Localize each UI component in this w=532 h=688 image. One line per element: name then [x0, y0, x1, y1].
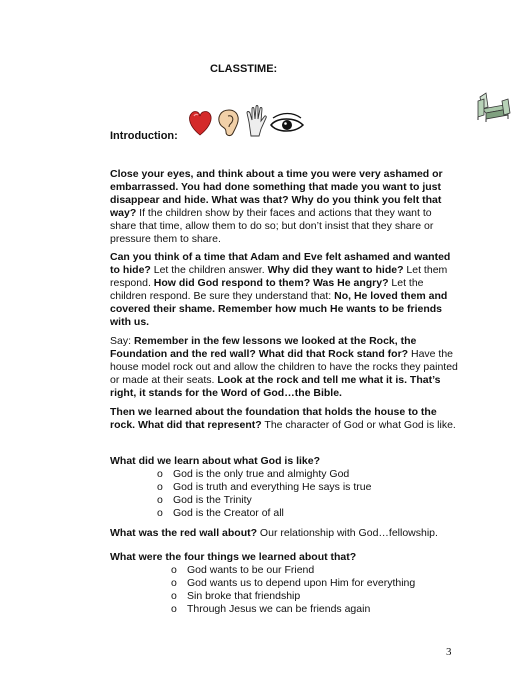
- adam-eve-answer: No, He loved them and covered their shame. Remember how much He wants to be friends with us.: [110, 290, 448, 328]
- list-item-text: God is truth and everything He says is true: [173, 481, 372, 493]
- god-list: [157, 468, 371, 520]
- rock-q1: Remember in the few lessons we looked at the Rock, the Foundation and the red wall? What did that Rock stand for?: [110, 335, 417, 360]
- list-item: [171, 603, 415, 616]
- adam-eve-s2: Let them respond.: [110, 264, 448, 289]
- rock-say: Say:: [110, 335, 134, 347]
- list-item: [157, 481, 371, 494]
- senses-icons: [187, 104, 307, 140]
- paragraph-red-wall: [110, 527, 438, 540]
- page-title: CLASSTIME:: [210, 63, 278, 75]
- list-item-text: God is the Trinity: [173, 494, 252, 506]
- page-number: 3: [446, 646, 452, 658]
- foundation-answer: The character of God or what God is like.: [261, 419, 456, 431]
- bullet-marker: o: [157, 507, 163, 519]
- introduction-label: Introduction:: [110, 130, 178, 142]
- list-item-text: Through Jesus we can be friends again: [187, 603, 371, 615]
- chair-icon: [474, 87, 514, 123]
- four-things-heading: What were the four things we learned about that?: [110, 551, 357, 563]
- four-things-list: [171, 564, 415, 616]
- bullet-marker: o: [171, 577, 177, 589]
- hand-icon: [247, 106, 266, 137]
- rock-s1: Have the house model rock out and allow the children to have the rocks they painted or made at their seats.: [110, 348, 458, 386]
- eye-icon: [271, 114, 303, 132]
- list-item: [157, 468, 371, 481]
- ear-icon: [219, 110, 238, 136]
- list-item-text: God wants us to depend upon Him for everything: [187, 577, 416, 589]
- list-item: [157, 507, 371, 520]
- red-wall-answer: Our relationship with God…fellowship.: [257, 527, 438, 539]
- paragraph-close-eyes: [110, 168, 460, 246]
- paragraph-rock: [110, 335, 460, 400]
- bullet-marker: o: [171, 603, 177, 615]
- list-item-text: God is the only true and almighty God: [173, 468, 350, 480]
- adam-eve-s1: Let the children answer.: [150, 264, 268, 276]
- list-item: [157, 494, 371, 507]
- adam-eve-q3: How did God respond to them? Was He angry?: [153, 277, 389, 289]
- adam-eve-q1: Can you think of a time that Adam and Eve felt ashamed and wanted to hide?: [110, 251, 451, 276]
- god-heading: What did we learn about what God is like?: [110, 455, 321, 467]
- bullet-marker: o: [171, 564, 177, 576]
- paragraph-foundation: [110, 406, 460, 432]
- paragraph-close-eyes-normal: If the children show by their faces and actions that they want to share that time, allow them to do so; but don’t insist that they share or pressure them to share.: [110, 207, 434, 245]
- bullet-marker: o: [157, 468, 163, 480]
- red-wall-q: What was the red wall about?: [110, 527, 258, 539]
- paragraph-adam-eve: [110, 251, 460, 329]
- list-item-text: God is the Creator of all: [173, 507, 284, 519]
- adam-eve-s3: Let the children respond. Be sure they understand that:: [110, 277, 424, 302]
- list-item-text: Sin broke that friendship: [187, 590, 301, 602]
- paragraph-close-eyes-bold: Close your eyes, and think about a time you were very ashamed or embarrassed. You had done something that made you want to just disappear and hide. What was that? Why do you think you felt that way?: [110, 168, 443, 219]
- list-item: [171, 590, 415, 603]
- list-item: [171, 564, 415, 577]
- list-item: [171, 577, 415, 590]
- foundation-q: Then we learned about the foundation that holds the house to the rock. What did that represent?: [110, 406, 437, 431]
- bullet-marker: o: [157, 481, 163, 493]
- rock-answer: Look at the rock and tell me what it is. That’s right, it stands for the Word of God…the Bible.: [110, 374, 441, 399]
- bullet-marker: o: [171, 590, 177, 602]
- heart-icon: [190, 112, 212, 135]
- list-item-text: God wants to be our Friend: [187, 564, 315, 576]
- bullet-marker: o: [157, 494, 163, 506]
- adam-eve-q2: Why did they want to hide?: [267, 264, 404, 276]
